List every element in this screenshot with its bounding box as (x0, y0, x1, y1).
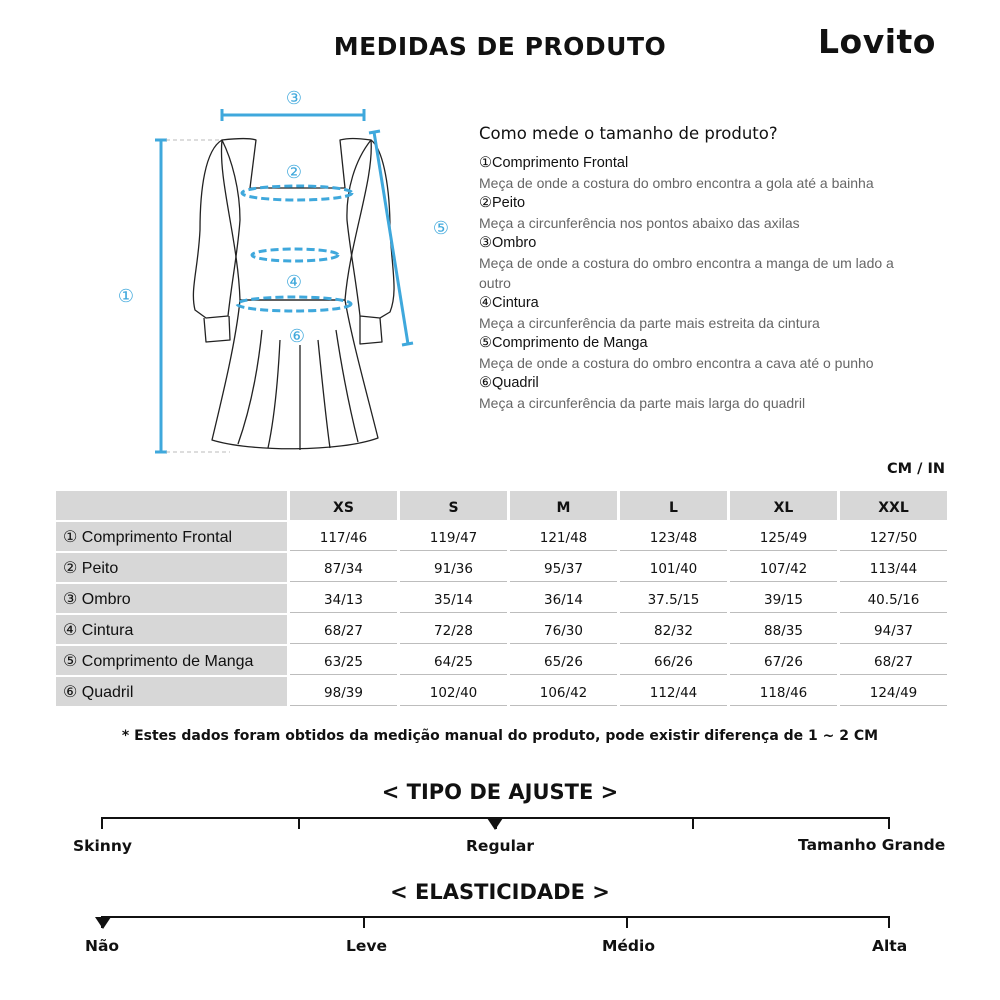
row-label: ③ Ombro (56, 584, 287, 613)
hip-line (237, 297, 351, 311)
measure-instructions (479, 124, 909, 413)
elasticity-tick (363, 916, 365, 928)
table-cell: 106/42 (510, 677, 617, 706)
fit-label-skinny: Skinny (73, 837, 132, 855)
row-label: ⑥ Quadril (56, 677, 287, 706)
table-row (56, 522, 947, 551)
table-cell: 39/15 (730, 584, 837, 613)
measure-item (479, 233, 909, 293)
measure-desc: Meça de onde a costura do ombro encontra a gola até a bainha (479, 175, 874, 191)
table-cell: 91/36 (400, 553, 507, 582)
table-cell: 67/26 (730, 646, 837, 675)
table-cell: 35/14 (400, 584, 507, 613)
table-cell: 87/34 (290, 553, 397, 582)
dress-skirt (212, 300, 378, 449)
row-label: ⑤ Comprimento de Manga (56, 646, 287, 675)
table-cell: 64/25 (400, 646, 507, 675)
table-cell: 124/49 (840, 677, 947, 706)
size-table (53, 489, 950, 708)
fit-tick (101, 817, 103, 829)
table-cell: 63/25 (290, 646, 397, 675)
fit-label-regular: Regular (466, 837, 534, 855)
table-cell: 76/30 (510, 615, 617, 644)
measure-name: ①Comprimento Frontal (479, 155, 629, 171)
measure-desc: Meça a circunferência da parte mais estreita da cintura (479, 315, 820, 331)
table-cell: 68/27 (840, 646, 947, 675)
table-cell: 68/27 (290, 615, 397, 644)
table-cell: 117/46 (290, 522, 397, 551)
elasticity-title: < ELASTICIDADE > (390, 880, 610, 904)
measure-name: ②Peito (479, 195, 526, 211)
table-cell: 107/42 (730, 553, 837, 582)
size-header: M (510, 491, 617, 520)
marker-chest: ② (285, 162, 303, 183)
elasticity-label-none: Não (85, 937, 120, 955)
size-header: S (400, 491, 507, 520)
fit-tick (692, 817, 694, 829)
measure-desc: Meça de onde a costura do ombro encontra a manga de um lado a outro (479, 255, 894, 291)
table-row (56, 615, 947, 644)
marker-sleeve-length: ⑤ (432, 218, 450, 239)
elasticity-label-light: Leve (346, 937, 388, 955)
table-cell: 101/40 (620, 553, 727, 582)
row-label: ① Comprimento Frontal (56, 522, 287, 551)
measure-name: ⑤Comprimento de Manga (479, 335, 648, 351)
table-cell: 127/50 (840, 522, 947, 551)
marker-shoulder: ③ (285, 88, 303, 109)
sleeve-length-line (374, 132, 408, 344)
marker-hip: ⑥ (288, 326, 306, 347)
elasticity-selected-marker (95, 917, 111, 929)
table-cell: 36/14 (510, 584, 617, 613)
table-cell: 121/48 (510, 522, 617, 551)
measurement-note: * Estes dados foram obtidos da medição manual do produto, pode existir diferença de 1 ~ 2 CM (121, 728, 879, 744)
page-title: MEDIDAS DE PRODUTO (333, 32, 667, 61)
size-header: XS (290, 491, 397, 520)
dress-diagram (0, 70, 470, 470)
unit-label: CM / IN (887, 461, 945, 477)
row-label: ② Peito (56, 553, 287, 582)
table-cell: 118/46 (730, 677, 837, 706)
table-cell: 94/37 (840, 615, 947, 644)
fit-tick (298, 817, 300, 829)
table-cell: 113/44 (840, 553, 947, 582)
table-cell: 88/35 (730, 615, 837, 644)
table-row (56, 646, 947, 675)
row-label: ④ Cintura (56, 615, 287, 644)
table-cell: 82/32 (620, 615, 727, 644)
table-cell: 95/37 (510, 553, 617, 582)
table-cell: 37.5/15 (620, 584, 727, 613)
measure-item (479, 293, 909, 333)
elasticity-label-high: Alta (872, 937, 908, 955)
size-header: XXL (840, 491, 947, 520)
dress-left-sleeve (193, 140, 240, 318)
table-corner (56, 491, 287, 520)
size-header: XL (730, 491, 837, 520)
table-cell: 102/40 (400, 677, 507, 706)
measure-question: Como mede o tamanho de produto? (479, 124, 778, 143)
fit-label-plus: Tamanho Grande (798, 836, 946, 854)
table-cell: 119/47 (400, 522, 507, 551)
table-cell: 34/13 (290, 584, 397, 613)
measure-name: ⑥Quadril (479, 375, 539, 391)
table-cell: 72/28 (400, 615, 507, 644)
elasticity-tick (888, 916, 890, 928)
measure-item (479, 373, 909, 413)
table-cell: 98/39 (290, 677, 397, 706)
measure-item (479, 333, 909, 373)
fit-tick (888, 817, 890, 829)
table-header-row (56, 491, 947, 520)
brand-logo: Lovito (818, 22, 936, 61)
measure-desc: Meça a circunferência da parte mais larga do quadril (479, 395, 806, 411)
measure-name: ③Ombro (479, 235, 537, 251)
table-cell: 40.5/16 (840, 584, 947, 613)
table-row (56, 553, 947, 582)
elasticity-label-medium: Médio (602, 937, 655, 955)
fit-selected-marker (487, 818, 503, 830)
table-cell: 112/44 (620, 677, 727, 706)
measure-desc: Meça a circunferência nos pontos abaixo das axilas (479, 215, 800, 231)
marker-waist: ④ (285, 272, 303, 293)
table-cell: 65/26 (510, 646, 617, 675)
table-row (56, 584, 947, 613)
measure-desc: Meça de onde a costura do ombro encontra a cava até o punho (479, 355, 874, 371)
table-row (56, 677, 947, 706)
measure-item (479, 153, 909, 193)
table-cell: 125/49 (730, 522, 837, 551)
measure-item (479, 193, 909, 233)
table-cell: 123/48 (620, 522, 727, 551)
marker-front-length: ① (117, 286, 135, 307)
elasticity-scale-line (102, 916, 890, 918)
size-header: L (620, 491, 727, 520)
fit-title: < TIPO DE AJUSTE > (381, 780, 619, 804)
measure-name: ④Cintura (479, 295, 539, 311)
waist-line (252, 249, 338, 261)
table-cell: 66/26 (620, 646, 727, 675)
elasticity-tick (626, 916, 628, 928)
